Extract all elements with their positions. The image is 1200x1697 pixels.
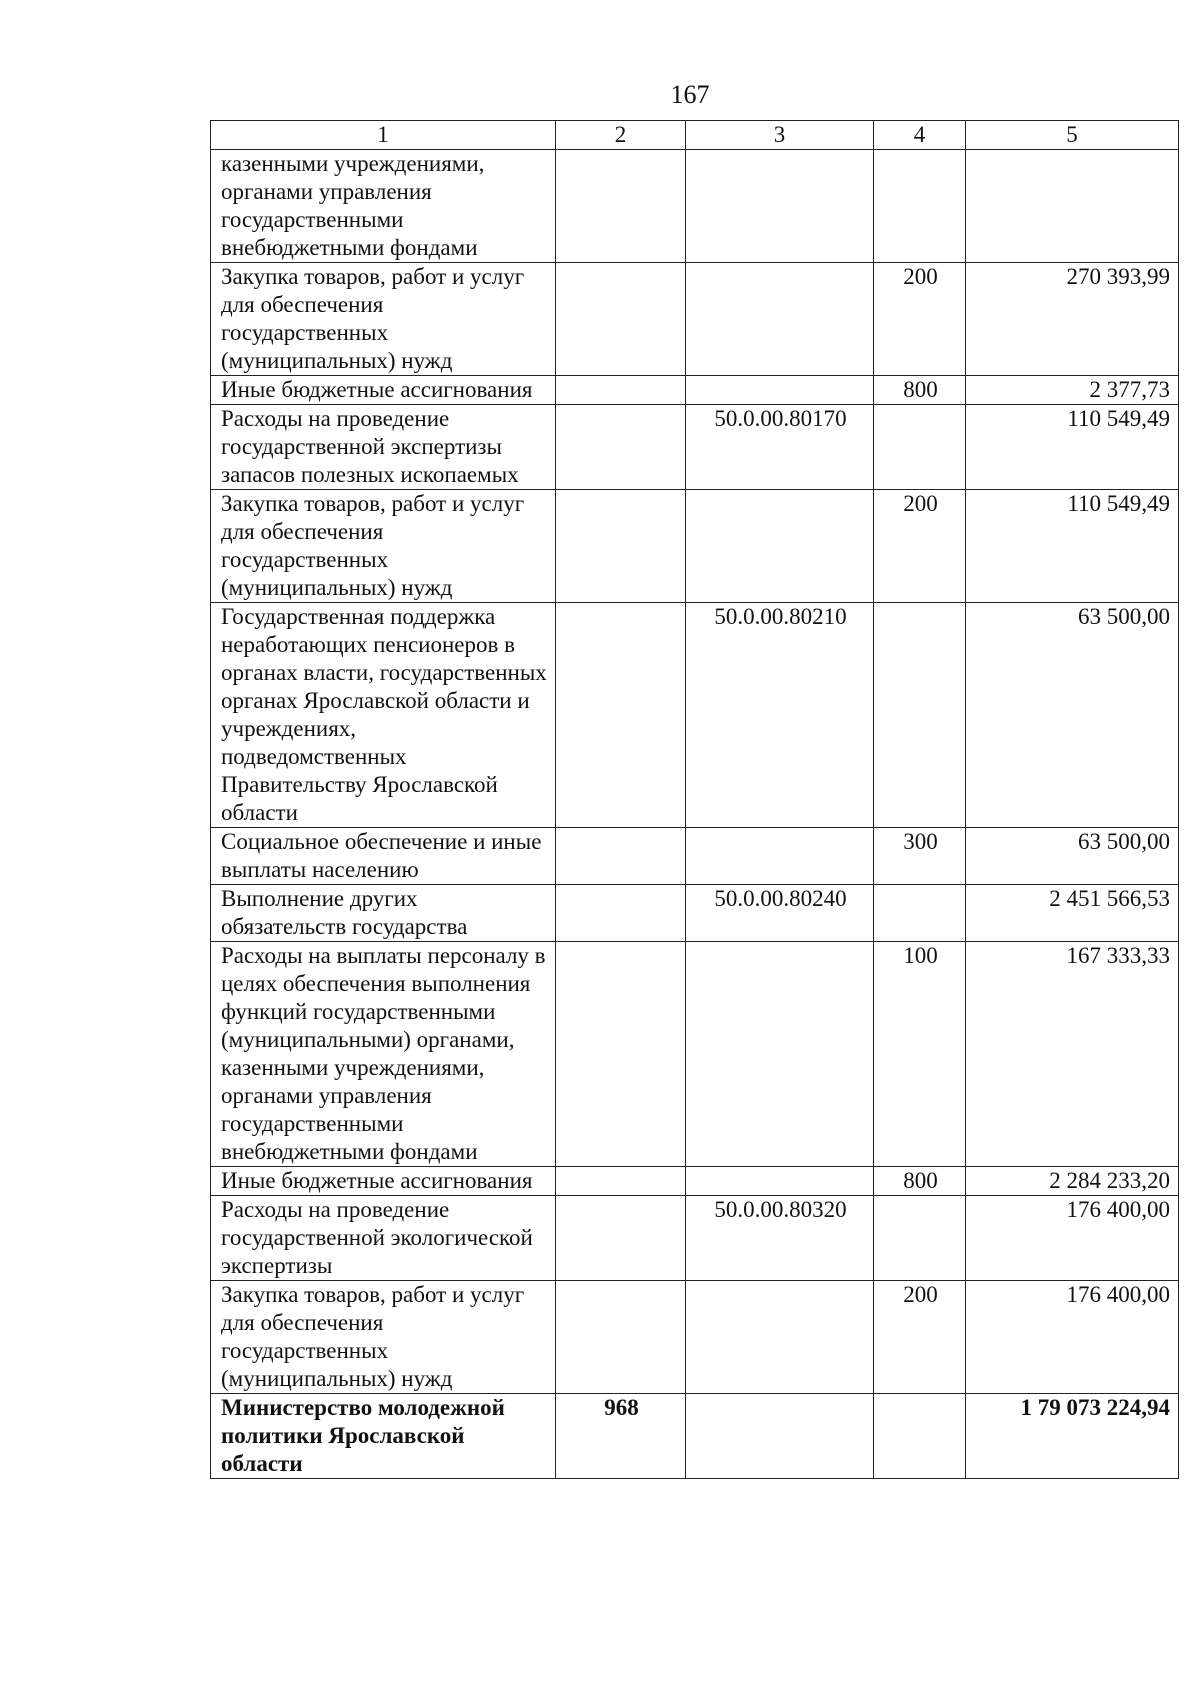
row-target-article-cell	[686, 376, 874, 405]
row-expense-type-cell: 300	[874, 828, 966, 885]
header-col-4: 4	[874, 121, 966, 150]
table-row	[211, 603, 1179, 828]
row-amount-cell: 1 79 073 224,94	[966, 1394, 1179, 1479]
row-expense-type-cell	[874, 885, 966, 942]
row-code-cell	[556, 376, 686, 405]
row-amount-cell	[966, 150, 1179, 263]
row-name-cell: Иные бюджетные ассигнования	[211, 376, 556, 405]
row-amount-cell: 2 451 566,53	[966, 885, 1179, 942]
header-col-2: 2	[556, 121, 686, 150]
row-name-cell: Расходы на выплаты персоналу в целях обеспечения выполнения функций государственными (муниципальными) органами, казенными учреждениями, органами управления государственными внебюджетными фондами	[211, 942, 556, 1167]
table-row	[211, 405, 1179, 490]
page-number: 167	[670, 80, 710, 109]
row-code-cell	[556, 828, 686, 885]
row-target-article-cell	[686, 150, 874, 263]
table-row	[211, 1167, 1179, 1196]
row-amount-cell: 110 549,49	[966, 490, 1179, 603]
table-row	[211, 1281, 1179, 1394]
row-name-cell: Расходы на проведение государственной экологической экспертизы	[211, 1196, 556, 1281]
row-target-article-cell: 50.0.00.80240	[686, 885, 874, 942]
table-body	[211, 150, 1179, 1479]
row-name-cell: Закупка товаров, работ и услуг для обеспечения государственных (муниципальных) нужд	[211, 490, 556, 603]
table-row	[211, 885, 1179, 942]
row-amount-cell: 176 400,00	[966, 1196, 1179, 1281]
row-amount-cell: 63 500,00	[966, 603, 1179, 828]
header-col-5: 5	[966, 121, 1179, 150]
row-name-cell: Закупка товаров, работ и услуг для обеспечения государственных (муниципальных) нужд	[211, 263, 556, 376]
row-name-cell: Закупка товаров, работ и услуг для обеспечения государственных (муниципальных) нужд	[211, 1281, 556, 1394]
table-row	[211, 1394, 1179, 1479]
row-expense-type-cell: 200	[874, 1281, 966, 1394]
table-row	[211, 828, 1179, 885]
row-amount-cell: 2 377,73	[966, 376, 1179, 405]
row-name-cell: Расходы на проведение государственной экспертизы запасов полезных ископаемых	[211, 405, 556, 490]
row-amount-cell: 63 500,00	[966, 828, 1179, 885]
row-target-article-cell	[686, 828, 874, 885]
row-name-cell: казенными учреждениями, органами управления государственными внебюджетными фондами	[211, 150, 556, 263]
row-code-cell	[556, 405, 686, 490]
row-code-cell	[556, 490, 686, 603]
row-name-cell: Министерство молодежной политики Ярославской области	[211, 1394, 556, 1479]
row-amount-cell: 110 549,49	[966, 405, 1179, 490]
budget-table	[210, 120, 1179, 1479]
row-code-cell	[556, 263, 686, 376]
row-expense-type-cell: 800	[874, 1167, 966, 1196]
table-row	[211, 1196, 1179, 1281]
header-col-1: 1	[211, 121, 556, 150]
row-code-cell	[556, 1196, 686, 1281]
row-code-cell	[556, 150, 686, 263]
row-target-article-cell	[686, 1167, 874, 1196]
row-name-cell: Иные бюджетные ассигнования	[211, 1167, 556, 1196]
row-expense-type-cell: 200	[874, 490, 966, 603]
table-row	[211, 150, 1179, 263]
row-target-article-cell	[686, 490, 874, 603]
row-code-cell: 968	[556, 1394, 686, 1479]
table-row	[211, 490, 1179, 603]
table-row	[211, 263, 1179, 376]
row-name-cell: Выполнение других обязательств государства	[211, 885, 556, 942]
row-target-article-cell: 50.0.00.80170	[686, 405, 874, 490]
row-target-article-cell: 50.0.00.80320	[686, 1196, 874, 1281]
header-row	[211, 121, 1179, 150]
row-target-article-cell	[686, 1281, 874, 1394]
row-expense-type-cell: 200	[874, 263, 966, 376]
row-expense-type-cell	[874, 405, 966, 490]
row-target-article-cell	[686, 1394, 874, 1479]
row-code-cell	[556, 942, 686, 1167]
row-amount-cell: 167 333,33	[966, 942, 1179, 1167]
row-target-article-cell	[686, 263, 874, 376]
row-code-cell	[556, 885, 686, 942]
row-amount-cell: 270 393,99	[966, 263, 1179, 376]
row-amount-cell: 2 284 233,20	[966, 1167, 1179, 1196]
row-expense-type-cell	[874, 1394, 966, 1479]
row-amount-cell: 176 400,00	[966, 1281, 1179, 1394]
row-name-cell: Государственная поддержка неработающих пенсионеров в органах власти, государственных органах Ярославской области и учреждениях, подведомственных Правительству Ярославской области	[211, 603, 556, 828]
row-name-cell: Социальное обеспечение и иные выплаты населению	[211, 828, 556, 885]
table-row	[211, 942, 1179, 1167]
row-code-cell	[556, 603, 686, 828]
row-expense-type-cell	[874, 603, 966, 828]
row-target-article-cell: 50.0.00.80210	[686, 603, 874, 828]
row-target-article-cell	[686, 942, 874, 1167]
row-expense-type-cell	[874, 150, 966, 263]
header-col-3: 3	[686, 121, 874, 150]
row-expense-type-cell: 100	[874, 942, 966, 1167]
row-code-cell	[556, 1281, 686, 1394]
row-expense-type-cell: 800	[874, 376, 966, 405]
row-code-cell	[556, 1167, 686, 1196]
table-row	[211, 376, 1179, 405]
row-expense-type-cell	[874, 1196, 966, 1281]
